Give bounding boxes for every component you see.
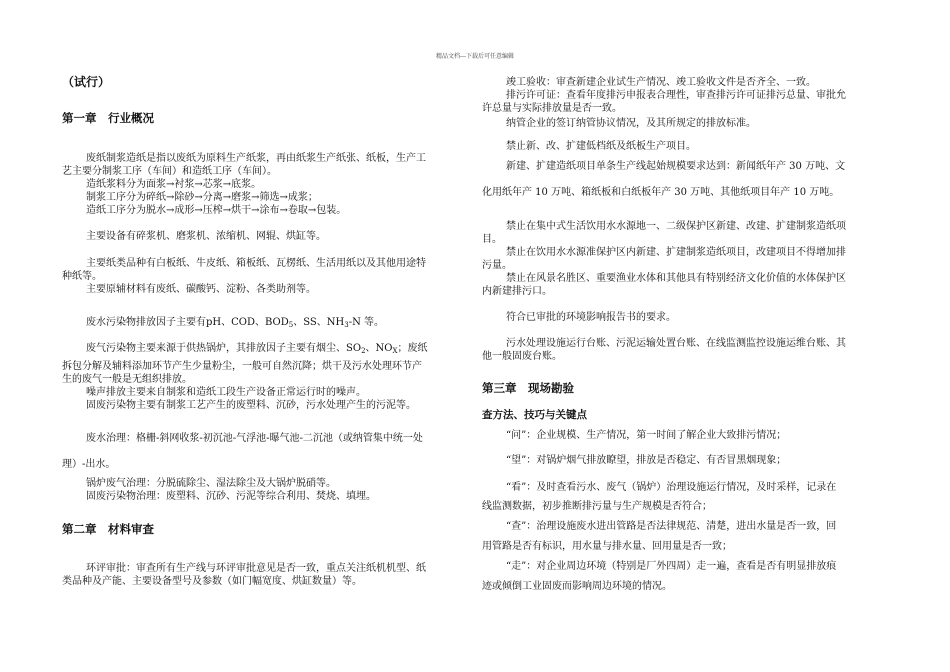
paragraph: 禁止在集中式生活饮用水水源地一、二级保护区新建、改建、扩建制浆造纸项: [506, 221, 846, 232]
paragraph: 造纸工序分为脱水→成形→压榨→烘干→涂布→卷取→包装。: [86, 205, 347, 216]
paragraph: 环评审批：审查所有生产线与环评审批意见是否一致，重点关注纸机机型、纸: [86, 563, 426, 574]
paragraph: 内新建排污口。: [482, 286, 552, 297]
paragraph: 化用纸年产 10 万吨、箱纸板和白纸板年产 30 万吨、其他纸项目年产 10 万吨。: [482, 187, 840, 198]
paragraph: 理）-出水。: [62, 459, 116, 470]
paragraph: 符合已审批的环境影响报告书的要求。: [506, 312, 676, 323]
page-header: 精品文档---下载后可任意编辑: [435, 53, 515, 60]
paragraph: 制浆工序分为碎纸→除砂→分离→磨浆→筛选→成浆；: [86, 192, 318, 203]
paragraph: 线监测数据，初步推断排污量与生产规模是否符合；: [482, 501, 712, 512]
paragraph-gas: 废气污染物主要来源于供热锅炉，其排放因子主要有烟尘、$SO_2$、$NO_X$；废纸: [86, 343, 428, 355]
section-subtitle: 查方法、技巧与关键点: [482, 409, 587, 421]
paragraph: 禁止在饮用水水源准保护区内新建、扩建制浆造纸项目，改建项目不得增加排: [506, 247, 846, 258]
paragraph: 竣工验收：审查新建企业试生产情况、竣工验收文件是否齐全、一致。: [506, 77, 816, 88]
paragraph: “看”：及时查看污水、废气（锅炉）治理设施运行情况，及时采样，记录在: [506, 482, 837, 493]
paragraph: 禁止在风景名胜区、重要渔业水体和其他具有特别经济文化价值的水体保护区: [506, 273, 846, 284]
paragraph: 固废污染物治理：废塑料、沉砂、污泥等综合利用、焚烧、填埋。: [86, 491, 376, 502]
paragraph: 锅炉废气治理：分脱硫除尘、湿法除尘及大锅炉脱硝等。: [86, 478, 336, 489]
paragraph: “问”：企业规模、生产情况，第一时间了解企业大致排污情况；: [506, 430, 787, 441]
paragraph: 固废污染物主要有制浆工艺产生的废塑料、沉砂，污水处理产生的污泥等。: [86, 400, 416, 411]
chapter-3-title: 第三章 现场勘验: [482, 381, 574, 395]
paragraph: 排污许可证：查看年度排污申报表合理性，审查排污许可证排污总量、审批允: [506, 90, 846, 101]
paragraph: “走”：对企业周边环境（特别是厂外四周）走一遍，查看是否有明显排放痕: [506, 561, 837, 572]
paragraph-pollutants: 废水污染物排放因子主要有pH、COD、$BOD_5$、SS、$NH_3-N$ 等。: [86, 317, 384, 329]
paragraph: 生的废气一般是无组织排放。: [62, 374, 192, 385]
paragraph: 废纸制浆造纸是指以废纸为原料生产纸浆，再由纸浆生产纸张、纸板，生产工: [86, 153, 426, 164]
paragraph: 用管路是否有标识，用水量与排水量、回用量是否一致；: [482, 541, 732, 552]
chapter-2-title: 第二章 材料审查: [62, 522, 154, 536]
paragraph: 主要纸类品种有白板纸、牛皮纸、箱板纸、瓦楞纸、生活用纸以及其他用途特: [86, 258, 426, 269]
paragraph: 拆包分解及辅料添加环节产生少量粉尘，一般可自然沉降；烘干及污水处理环节产: [62, 361, 422, 372]
paragraph: 禁止新、改、扩建低档纸及纸板生产项目。: [506, 141, 696, 152]
paragraph: 艺主要分制浆工序（车间）和造纸工序（车间）。: [62, 166, 277, 177]
paragraph: 污水处理设施运行台账、污泥运输处置台账、在线监测监控设施运维台账、其: [506, 338, 846, 349]
paragraph: “查”：治理设施废水进出管路是否法律规范、清楚，进出水量是否一致，回: [506, 521, 837, 532]
trial-label: （试行）: [62, 75, 111, 89]
paragraph: 污量。: [482, 260, 512, 271]
paragraph: 纳管企业的签订纳管协议情况，及其所规定的排放标准。: [506, 118, 756, 129]
paragraph: 类品种及产能、主要设备型号及参数（如门幅宽度、烘缸数量）等。: [62, 576, 362, 587]
paragraph: 造纸浆料分为面浆→衬浆→芯浆→底浆。: [86, 179, 262, 190]
paragraph: 目。: [482, 234, 502, 245]
paragraph: 新建、扩建造纸项目单条生产线起始规模要求达到：新闻纸年产 30 万吨、文: [506, 161, 846, 172]
paragraph: 噪声排放主要来自制浆和造纸工段生产设备正常运行时的噪声。: [86, 387, 366, 398]
paragraph: 他一般固废台账。: [482, 351, 562, 362]
paragraph: 许总量与实际排放量是否一致。: [482, 103, 622, 114]
paragraph: 主要设备有碎浆机、磨浆机、浓缩机、网辊、烘缸等。: [86, 231, 326, 242]
paragraph: 废水治理：格栅-斜网收浆-初沉池-气浮池-曝气池-二沉池（或纳管集中统一处: [86, 433, 423, 444]
paragraph: 主要原辅材料有废纸、碳酸钙、淀粉、各类助剂等。: [86, 284, 316, 295]
paragraph: 种纸等。: [62, 271, 102, 282]
chapter-1-title: 第一章 行业概况: [62, 111, 154, 125]
paragraph: 迹或倾倒工业固废而影响周边环境的情况。: [482, 581, 672, 592]
paragraph: “望”：对锅炉烟气排放瞭望，排放是否稳定、有否冒黑烟现象；: [506, 455, 787, 466]
